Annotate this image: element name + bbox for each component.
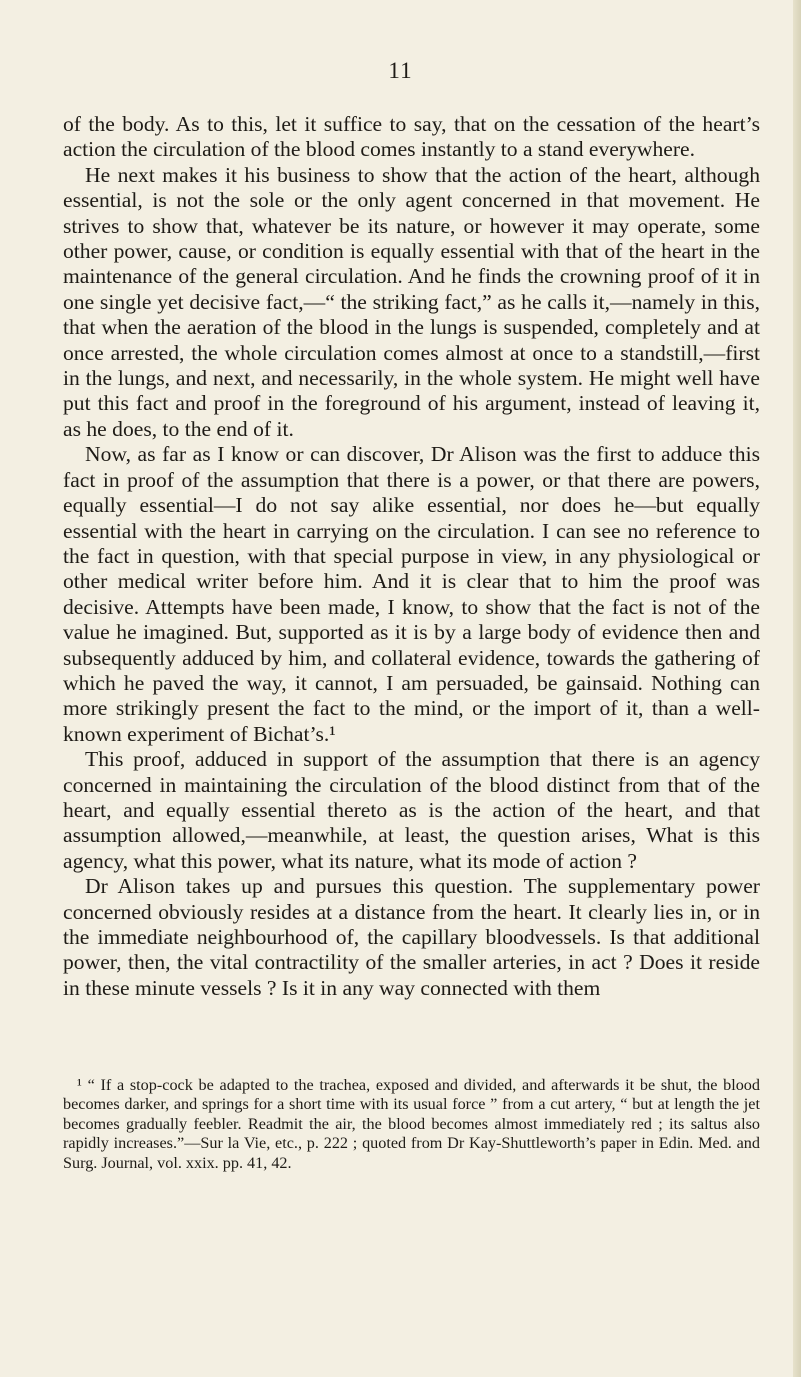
paragraph: Dr Alison takes up and pursues this question. The supplementary power concerned obviously resides at a distance from the heart. It clearly lies in, or in the immediate neighbourhood of, the capillary bloodvessels. Is that additional power, then, the vital contractility of the smaller arteries, in act ? Does it reside in these minute vessels ? Is it in any way connected with them — [63, 874, 760, 1000]
paragraph: Now, as far as I know or can discover, Dr Alison was the first to adduce this fact in proof of the assumption that there is a power, or that there are powers, equally essential—I do not say alike essential, nor does he—but equally essential with the heart in carrying on the circulation. I can see no reference to the fact in question, with that special purpose in view, in any physiological or other medical writer before him. And it is clear that to him the proof was decisive. Attempts have been made, I know, to show that the fact is not of the value he imagined. But, supported as it is by a large body of evidence then and subsequently adduced by him, and collateral evidence, towards the gathering of which he paved the way, it cannot, I am persuaded, be gainsaid. Nothing can more strikingly present the fact to the mind, or the import of it, than a well-known experiment of Bichat’s.¹ — [63, 442, 760, 746]
paragraph: This proof, adduced in support of the assumption that there is an agency concerned in maintaining the circulation of the blood distinct from that of the heart, and equally essential thereto as is the action of the heart, and that assumption allowed,—meanwhile, at least, the question arises, What is this agency, what this power, what its nature, what its mode of action ? — [63, 747, 760, 873]
paragraph: He next makes it his business to show that the action of the heart, although essential, is not the sole or the only agent concerned in that movement. He strives to show that, whatever be its nature, or however it may operate, some other power, cause, or condition is equally essential with that of the heart in the maintenance of the general circulation. And he finds the crowning proof of it in one single yet decisive fact,—“ the striking fact,” as he calls it,—namely in this, that when the aeration of the blood in the lungs is suspended, completely and at once arrested, the whole circulation comes almost at once to a standstill,—first in the lungs, and next, and necessarily, in the whole system. He might well have put this fact and proof in the foreground of his argument, instead of leaving it, as he does, to the end of it. — [63, 162, 760, 441]
paragraph: of the body. As to this, let it suffice to say, that on the cessation of the heart’s action the circulation of the blood comes instantly to a stand everywhere. — [63, 112, 760, 162]
body-text — [63, 112, 760, 1001]
page-number: 11 — [388, 58, 413, 83]
footnote: ¹ “ If a stop-cock be adapted to the trachea, exposed and divided, and afterwards it be shut, the blood becomes darker, and springs for a short time with its usual force ” from a cut artery, “ but at length the jet becomes gradually feebler. Readmit the air, the blood becomes almost immediately red ; its saltus also rapidly increases.”—Sur la Vie, etc., p. 222 ; quoted from Dr Kay-Shuttleworth’s paper in Edin. Med. and Surg. Journal, vol. xxix. pp. 41, 42. — [63, 1076, 760, 1172]
page-edge — [793, 0, 801, 1377]
